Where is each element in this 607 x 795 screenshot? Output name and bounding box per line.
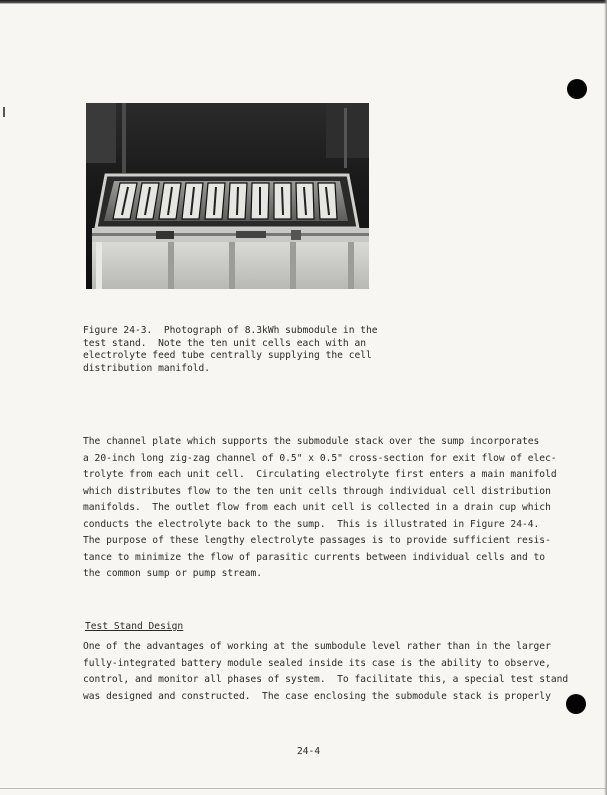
caption-line: test stand. Note the ten unit cells each with an: [83, 337, 367, 349]
text-line: which distributes flow to the ten unit cells through individual cell distribution: [83, 485, 551, 497]
text-line: manifolds. The outlet flow from each unit cell is collected in a drain cup which: [83, 502, 551, 513]
submodule-photograph: [86, 103, 369, 289]
binder-hole-bottom: [566, 694, 586, 714]
page-number: 24-4: [297, 746, 321, 757]
page-top-edge: [0, 0, 607, 4]
page-bottom-rule: [0, 788, 607, 789]
section-heading: Test Stand Design: [85, 621, 184, 632]
text-line: a 20-inch long zig-zag channel of 0.5" x 0.5" cross-section for exit flow of elec-: [83, 452, 557, 464]
text-line: The purpose of these lengthy electrolyte passages is to provide sufficient resis-: [83, 535, 551, 546]
caption-line: electrolyte feed tube centrally supplying the cell: [83, 350, 372, 362]
text-line: One of the advantages of working at the sumbodule level rather than in the larger: [83, 641, 551, 652]
body-paragraph-channel-plate: [83, 434, 557, 583]
caption-line: distribution manifold.: [83, 363, 211, 375]
text-line: The channel plate which supports the submodule stack over the sump incorporates: [83, 436, 540, 447]
figure-caption: [83, 325, 383, 376]
text-line: the common sump or pump stream.: [83, 568, 263, 579]
text-line: fully-integrated battery module sealed inside its case is the ability to observe,: [83, 657, 551, 669]
photo-illustration: [86, 103, 369, 289]
text-line: control, and monitor all phases of system. To facilitate this, a special test stand: [83, 674, 569, 685]
binder-hole-top: [567, 79, 587, 99]
margin-mark: [3, 107, 5, 117]
text-line: trolyte from each unit cell. Circulating electrolyte first enters a main manifold: [83, 469, 557, 480]
text-line: conducts the electrolyte back to the sump. This is illustrated in Figure 24-4.: [83, 518, 540, 530]
text-line: tance to minimize the flow of parasitic currents between individual cells and to: [83, 551, 546, 563]
text-line: was designed and constructed. The case enclosing the submodule stack is properly: [83, 690, 551, 702]
body-paragraph-test-stand: [83, 639, 569, 705]
caption-line: Figure 24-3. Photograph of 8.3kWh submodule in the: [83, 325, 378, 336]
